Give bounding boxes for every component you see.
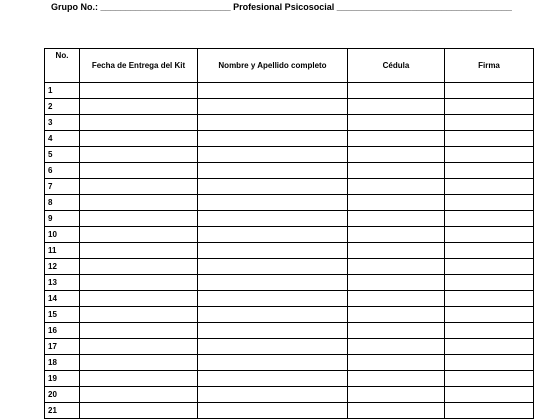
full-name-cell[interactable] bbox=[198, 211, 348, 227]
psychosocial-professional-blank: ___________________________________ bbox=[336, 2, 512, 12]
signature-cell[interactable] bbox=[445, 195, 534, 211]
kit-delivery-table bbox=[44, 48, 534, 419]
id-number-cell[interactable] bbox=[348, 131, 445, 147]
delivery-date-cell[interactable] bbox=[80, 275, 198, 291]
row-number: 15 bbox=[45, 307, 80, 323]
row-number: 9 bbox=[45, 211, 80, 227]
id-number-cell[interactable] bbox=[348, 211, 445, 227]
delivery-date-cell[interactable] bbox=[80, 179, 198, 195]
signature-cell[interactable] bbox=[445, 291, 534, 307]
full-name-cell[interactable] bbox=[198, 243, 348, 259]
signature-cell[interactable] bbox=[445, 211, 534, 227]
delivery-date-cell[interactable] bbox=[80, 307, 198, 323]
delivery-date-cell[interactable] bbox=[80, 147, 198, 163]
table-header-row bbox=[45, 49, 534, 83]
group-number-blank: __________________________ bbox=[100, 2, 231, 12]
table-row bbox=[45, 147, 534, 163]
id-number-cell[interactable] bbox=[348, 99, 445, 115]
id-number-cell[interactable] bbox=[348, 275, 445, 291]
delivery-date-cell[interactable] bbox=[80, 323, 198, 339]
psychosocial-professional-label: Profesional Psicosocial bbox=[233, 2, 335, 12]
row-number: 1 bbox=[45, 83, 80, 99]
full-name-cell[interactable] bbox=[198, 227, 348, 243]
table-row bbox=[45, 323, 534, 339]
signature-cell[interactable] bbox=[445, 115, 534, 131]
delivery-date-cell[interactable] bbox=[80, 339, 198, 355]
row-number: 13 bbox=[45, 275, 80, 291]
full-name-cell[interactable] bbox=[198, 275, 348, 291]
delivery-date-cell[interactable] bbox=[80, 163, 198, 179]
form-header bbox=[51, 2, 512, 12]
signature-cell[interactable] bbox=[445, 307, 534, 323]
delivery-date-cell[interactable] bbox=[80, 355, 198, 371]
full-name-cell[interactable] bbox=[198, 387, 348, 403]
delivery-date-cell[interactable] bbox=[80, 227, 198, 243]
delivery-date-cell[interactable] bbox=[80, 211, 198, 227]
signature-cell[interactable] bbox=[445, 355, 534, 371]
delivery-date-cell[interactable] bbox=[80, 387, 198, 403]
column-header-delivery-date: Fecha de Entrega del Kit bbox=[80, 49, 198, 83]
table-row bbox=[45, 211, 534, 227]
id-number-cell[interactable] bbox=[348, 195, 445, 211]
id-number-cell[interactable] bbox=[348, 163, 445, 179]
id-number-cell[interactable] bbox=[348, 227, 445, 243]
full-name-cell[interactable] bbox=[198, 115, 348, 131]
id-number-cell[interactable] bbox=[348, 339, 445, 355]
full-name-cell[interactable] bbox=[198, 131, 348, 147]
row-number: 7 bbox=[45, 179, 80, 195]
delivery-date-cell[interactable] bbox=[80, 131, 198, 147]
table-body bbox=[45, 83, 534, 419]
column-header-id-number: Cédula bbox=[348, 49, 445, 83]
full-name-cell[interactable] bbox=[198, 307, 348, 323]
id-number-cell[interactable] bbox=[348, 355, 445, 371]
signature-cell[interactable] bbox=[445, 403, 534, 419]
table-row bbox=[45, 99, 534, 115]
delivery-date-cell[interactable] bbox=[80, 371, 198, 387]
delivery-date-cell[interactable] bbox=[80, 403, 198, 419]
column-header-signature: Firma bbox=[445, 49, 534, 83]
column-header-number: No. bbox=[45, 49, 80, 83]
signature-cell[interactable] bbox=[445, 99, 534, 115]
id-number-cell[interactable] bbox=[348, 259, 445, 275]
row-number: 20 bbox=[45, 387, 80, 403]
table-row bbox=[45, 179, 534, 195]
row-number: 4 bbox=[45, 131, 80, 147]
signature-cell[interactable] bbox=[445, 259, 534, 275]
delivery-date-cell[interactable] bbox=[80, 99, 198, 115]
table-row bbox=[45, 403, 534, 419]
signature-cell[interactable] bbox=[445, 323, 534, 339]
id-number-cell[interactable] bbox=[348, 83, 445, 99]
delivery-date-cell[interactable] bbox=[80, 115, 198, 131]
row-number: 2 bbox=[45, 99, 80, 115]
row-number: 19 bbox=[45, 371, 80, 387]
full-name-cell[interactable] bbox=[198, 291, 348, 307]
table-row bbox=[45, 371, 534, 387]
row-number: 12 bbox=[45, 259, 80, 275]
delivery-date-cell[interactable] bbox=[80, 195, 198, 211]
table-row bbox=[45, 195, 534, 211]
table-row bbox=[45, 275, 534, 291]
row-number: 10 bbox=[45, 227, 80, 243]
full-name-cell[interactable] bbox=[198, 99, 348, 115]
delivery-date-cell[interactable] bbox=[80, 243, 198, 259]
full-name-cell[interactable] bbox=[198, 339, 348, 355]
table-row bbox=[45, 339, 534, 355]
id-number-cell[interactable] bbox=[348, 147, 445, 163]
full-name-cell[interactable] bbox=[198, 163, 348, 179]
row-number: 17 bbox=[45, 339, 80, 355]
signature-cell[interactable] bbox=[445, 339, 534, 355]
group-number-label: Grupo No.: bbox=[51, 2, 98, 12]
table-row bbox=[45, 227, 534, 243]
delivery-date-cell[interactable] bbox=[80, 83, 198, 99]
row-number: 5 bbox=[45, 147, 80, 163]
id-number-cell[interactable] bbox=[348, 307, 445, 323]
signature-cell[interactable] bbox=[445, 147, 534, 163]
table-row bbox=[45, 355, 534, 371]
full-name-cell[interactable] bbox=[198, 259, 348, 275]
row-number: 21 bbox=[45, 403, 80, 419]
row-number: 3 bbox=[45, 115, 80, 131]
full-name-cell[interactable] bbox=[198, 147, 348, 163]
id-number-cell[interactable] bbox=[348, 291, 445, 307]
row-number: 11 bbox=[45, 243, 80, 259]
signature-cell[interactable] bbox=[445, 243, 534, 259]
signature-cell[interactable] bbox=[445, 227, 534, 243]
signature-cell[interactable] bbox=[445, 275, 534, 291]
column-header-full-name: Nombre y Apellido completo bbox=[198, 49, 348, 83]
id-number-cell[interactable] bbox=[348, 323, 445, 339]
signature-cell[interactable] bbox=[445, 179, 534, 195]
table-row bbox=[45, 387, 534, 403]
full-name-cell[interactable] bbox=[198, 323, 348, 339]
table-row bbox=[45, 83, 534, 99]
full-name-cell[interactable] bbox=[198, 179, 348, 195]
full-name-cell[interactable] bbox=[198, 371, 348, 387]
signature-cell[interactable] bbox=[445, 163, 534, 179]
signature-cell[interactable] bbox=[445, 387, 534, 403]
table-row bbox=[45, 115, 534, 131]
signature-cell[interactable] bbox=[445, 371, 534, 387]
delivery-date-cell[interactable] bbox=[80, 259, 198, 275]
full-name-cell[interactable] bbox=[198, 403, 348, 419]
id-number-cell[interactable] bbox=[348, 403, 445, 419]
row-number: 6 bbox=[45, 163, 80, 179]
id-number-cell[interactable] bbox=[348, 115, 445, 131]
row-number: 18 bbox=[45, 355, 80, 371]
table-row bbox=[45, 163, 534, 179]
signature-cell[interactable] bbox=[445, 131, 534, 147]
full-name-cell[interactable] bbox=[198, 355, 348, 371]
table-row bbox=[45, 131, 534, 147]
row-number: 14 bbox=[45, 291, 80, 307]
full-name-cell[interactable] bbox=[198, 195, 348, 211]
delivery-date-cell[interactable] bbox=[80, 291, 198, 307]
table-row bbox=[45, 259, 534, 275]
row-number: 16 bbox=[45, 323, 80, 339]
table-row bbox=[45, 307, 534, 323]
id-number-cell[interactable] bbox=[348, 179, 445, 195]
id-number-cell[interactable] bbox=[348, 387, 445, 403]
table-row bbox=[45, 243, 534, 259]
table-row bbox=[45, 291, 534, 307]
signature-cell[interactable] bbox=[445, 83, 534, 99]
id-number-cell[interactable] bbox=[348, 371, 445, 387]
id-number-cell[interactable] bbox=[348, 243, 445, 259]
full-name-cell[interactable] bbox=[198, 83, 348, 99]
row-number: 8 bbox=[45, 195, 80, 211]
